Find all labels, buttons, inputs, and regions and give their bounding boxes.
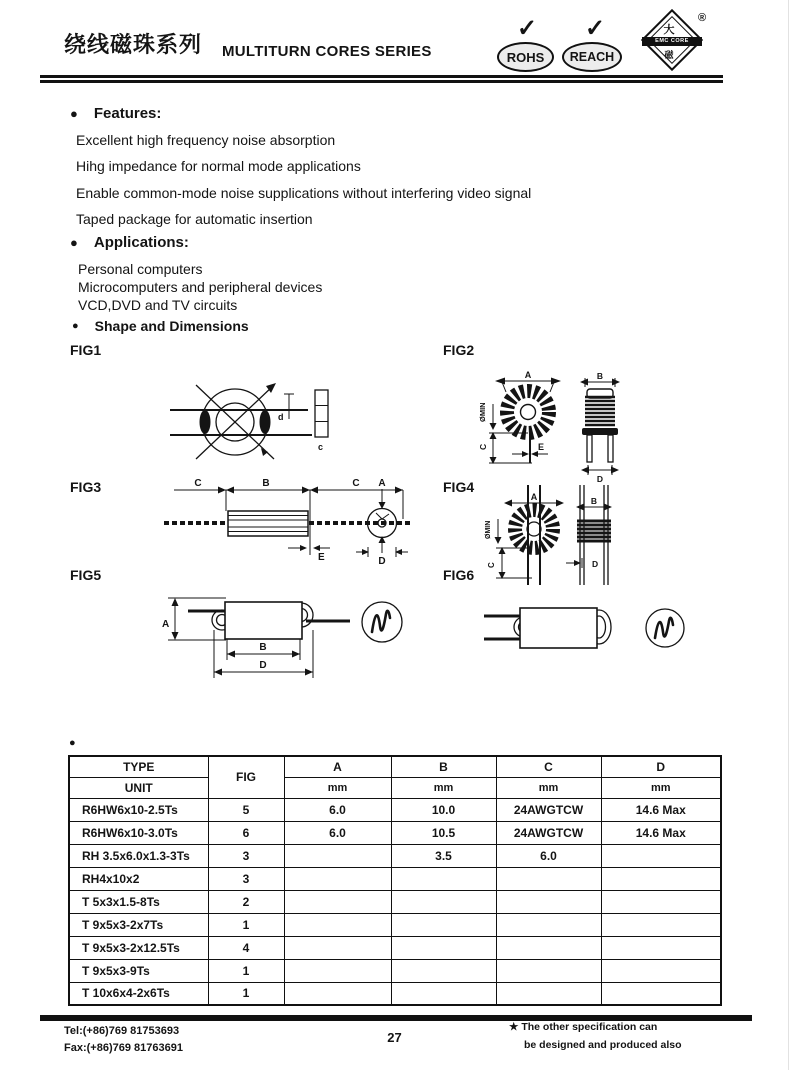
applications-heading (70, 234, 189, 251)
cell-d (601, 890, 721, 913)
bullet-icon: ● (72, 319, 79, 332)
cell-fig: 1 (208, 913, 284, 936)
dim-label-a: A (530, 492, 538, 502)
cell-a (284, 867, 391, 890)
registered-trademark-icon: ® (698, 12, 707, 24)
col-header-d: D (601, 756, 721, 777)
footer-note-line1: ★ The other specification can (509, 1021, 658, 1033)
cell-fig: 1 (208, 982, 284, 1005)
cell-d (601, 959, 721, 982)
reach-badge: REACH (562, 42, 622, 72)
unit-a: mm (284, 777, 391, 798)
fig5-label: FIG5 (70, 567, 102, 583)
cell-type: R6HW6x10-3.0Ts (69, 821, 208, 844)
cell-fig: 4 (208, 936, 284, 959)
application-item: Microcomputers and peripheral devices (78, 279, 323, 295)
cell-b (391, 936, 496, 959)
page-title-chinese: 绕线磁珠系列 (64, 32, 203, 57)
logo-bottom-character: 磁 (664, 50, 674, 60)
fig6-drawing (466, 592, 700, 666)
rohs-badge: ROHS (497, 42, 554, 72)
features-heading-label: Features: (93, 105, 162, 122)
cell-d (601, 867, 721, 890)
col-header-b: B (391, 756, 496, 777)
company-logo (636, 12, 716, 84)
cell-c (496, 936, 601, 959)
dim-label-phimin: ØMIN (478, 402, 487, 422)
cell-type: T 5x3x1.5-8Ts (69, 890, 208, 913)
dim-label-d: D (259, 660, 267, 671)
footer-note-line2: be designed and produced also (524, 1039, 682, 1051)
dim-label-c: C (478, 443, 488, 450)
dim-label-c: C (487, 562, 496, 568)
feature-item: Hihg impedance for normal mode applications (76, 158, 361, 174)
footer-tel: Tel:(+86)769 81753693 (64, 1025, 180, 1037)
table-header-row (69, 756, 721, 777)
page-title-english: MULTITURN CORES SERIES (222, 43, 432, 60)
table-row (69, 936, 721, 959)
cell-type: T 9x5x3-9Ts (69, 959, 208, 982)
header-rule (40, 75, 723, 83)
spec-table (68, 755, 722, 1006)
cell-b (391, 890, 496, 913)
reach-check-icon: ✓ (585, 15, 606, 42)
col-header-a: A (284, 756, 391, 777)
col-header-c: C (496, 756, 601, 777)
cell-d: 14.6 Max (601, 821, 721, 844)
dim-label-phimin: ØMIN (485, 520, 492, 539)
cell-b: 3.5 (391, 844, 496, 867)
dim-label-a: A (162, 619, 170, 630)
unit-c: mm (496, 777, 601, 798)
fig5-drawing (160, 586, 415, 688)
dim-label-b: B (262, 478, 270, 489)
cell-c: 24AWGTCW (496, 798, 601, 821)
cell-b (391, 867, 496, 890)
cell-type: T 9x5x3-2x7Ts (69, 913, 208, 936)
cell-b: 10.5 (391, 821, 496, 844)
cell-fig: 1 (208, 959, 284, 982)
feature-item: Enable common-mode noise supplications without interfering video signal (76, 185, 532, 201)
col-header-type: TYPE (69, 756, 208, 777)
cell-a: 6.0 (284, 798, 391, 821)
cell-c (496, 913, 601, 936)
cell-a (284, 982, 391, 1005)
cell-type: T 9x5x3-2x12.5Ts (69, 936, 208, 959)
bullet-icon: ● (70, 235, 78, 250)
dim-label-d: d (278, 412, 284, 422)
cell-b (391, 959, 496, 982)
cell-d (601, 936, 721, 959)
table-row (69, 890, 721, 913)
cell-fig: 2 (208, 890, 284, 913)
cell-b (391, 982, 496, 1005)
feature-item: Excellent high frequency noise absorption (76, 132, 336, 148)
winding-symbol-icon (372, 611, 390, 632)
applications-heading-label: Applications: (93, 234, 189, 251)
cell-d (601, 982, 721, 1005)
dim-label-d: D (592, 559, 599, 569)
table-row (69, 821, 721, 844)
dim-label-b: B (259, 642, 267, 653)
application-item: VCD,DVD and TV circuits (78, 297, 238, 313)
dim-label-b: B (596, 371, 604, 381)
cell-type: R6HW6x10-2.5Ts (69, 798, 208, 821)
unit-d: mm (601, 777, 721, 798)
dim-label-d: D (378, 556, 386, 565)
cell-fig: 6 (208, 821, 284, 844)
shape-heading (72, 318, 249, 334)
cell-a (284, 844, 391, 867)
table-row (69, 959, 721, 982)
bullet-icon: ● (70, 106, 78, 121)
cell-c (496, 959, 601, 982)
cell-b (391, 913, 496, 936)
cell-type: RH 3.5x6.0x1.3-3Ts (69, 844, 208, 867)
table-unit-row (69, 777, 721, 798)
rohs-check-icon: ✓ (517, 15, 538, 42)
dim-label-a: A (378, 478, 386, 489)
footer-fax: Fax:(+86)769 81763691 (64, 1042, 183, 1054)
cell-a: 6.0 (284, 821, 391, 844)
cell-a (284, 959, 391, 982)
dim-label-d: D (596, 474, 604, 484)
cell-c: 6.0 (496, 844, 601, 867)
table-row (69, 867, 721, 890)
cell-c (496, 867, 601, 890)
table-row (69, 982, 721, 1005)
logo-top-character: 大 (663, 24, 675, 36)
cell-a (284, 936, 391, 959)
cell-c (496, 982, 601, 1005)
fig1-drawing (168, 372, 346, 470)
fig2-label: FIG2 (443, 342, 475, 358)
unit-b: mm (391, 777, 496, 798)
application-item: Personal computers (78, 261, 203, 277)
logo-banner: EMC CORE (642, 37, 702, 46)
dim-label-c-left: C (194, 478, 202, 489)
dim-label-c: c (318, 442, 324, 452)
feature-item: Taped package for automatic insertion (76, 211, 313, 227)
fig1-label: FIG1 (70, 342, 102, 358)
cell-c (496, 890, 601, 913)
cell-b: 10.0 (391, 798, 496, 821)
cell-a (284, 913, 391, 936)
dim-label-e: E (538, 442, 545, 452)
fig3-label: FIG3 (70, 479, 102, 495)
table-row (69, 798, 721, 821)
features-heading (70, 105, 161, 122)
col-header-fig: FIG (208, 756, 284, 798)
cell-a (284, 890, 391, 913)
cell-d: 14.6 Max (601, 798, 721, 821)
table-row (69, 844, 721, 867)
cell-fig: 5 (208, 798, 284, 821)
fig4-drawing (478, 483, 632, 587)
fig2-drawing (476, 370, 640, 484)
shape-heading-label: Shape and Dimensions (94, 318, 249, 334)
star-icon: ★ (509, 1021, 519, 1033)
table-row (69, 913, 721, 936)
dim-label-e: E (318, 552, 325, 563)
winding-symbol-icon (655, 618, 673, 638)
cell-type: RH4x10x2 (69, 867, 208, 890)
page-number: 27 (387, 1030, 402, 1045)
cell-d (601, 913, 721, 936)
dim-label-c-right: C (352, 478, 360, 489)
dim-label-b: B (590, 496, 598, 506)
cell-c: 24AWGTCW (496, 821, 601, 844)
cell-fig: 3 (208, 867, 284, 890)
col-header-unit: UNIT (69, 777, 208, 798)
cell-d (601, 844, 721, 867)
dim-label-a: A (524, 370, 532, 380)
fig6-label: FIG6 (443, 567, 475, 583)
cell-type: T 10x6x4-2x6Ts (69, 982, 208, 1005)
cell-fig: 3 (208, 844, 284, 867)
table-bullet-icon: ● (69, 737, 76, 749)
fig4-label: FIG4 (443, 479, 475, 495)
fig3-drawing (160, 477, 418, 565)
